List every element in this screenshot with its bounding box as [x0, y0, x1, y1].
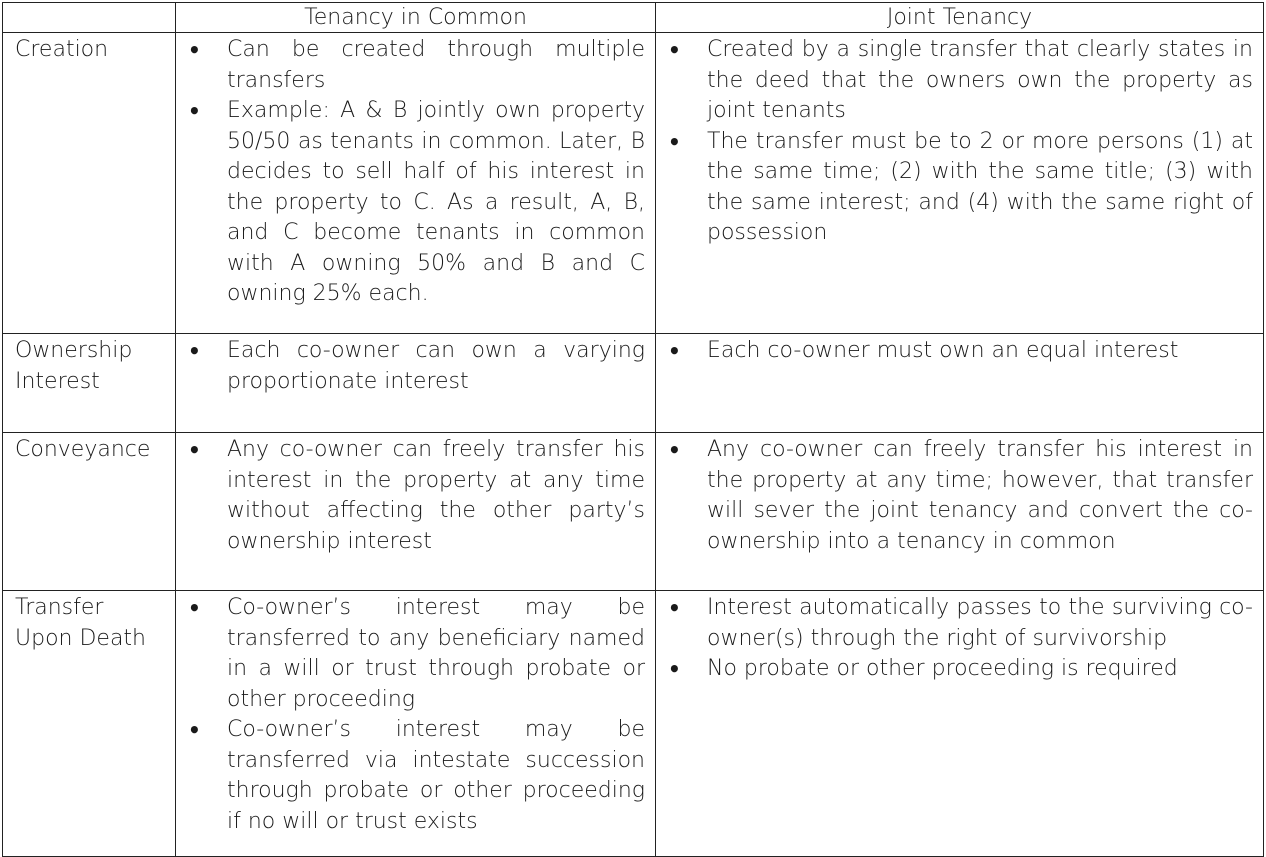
row-label-transfer-upon-death: Transfer Upon Death — [3, 591, 176, 857]
table-row-conveyance — [3, 433, 1264, 591]
list-item: • Any co-owner can freely transfer his interest in the property at any time; however, that transfer will sever the joint tenancy and convert the co-ownership into a tenancy in common — [666, 435, 1253, 557]
row-label-conveyance: Conveyance — [3, 433, 176, 591]
list-item: • The transfer must be to 2 or more persons (1) at the same time; (2) with the same title; (3) with the same interest; and (4) with the same right of possession — [666, 127, 1253, 249]
cell-creation-joint — [656, 33, 1264, 334]
table-row-ownership-interest — [3, 334, 1264, 433]
bullet-list — [186, 35, 645, 310]
list-item: • Each co-owner can own a varying proportionate interest — [186, 336, 645, 397]
table-row-transfer-upon-death — [3, 591, 1264, 857]
header-tenancy-in-common: Tenancy in Common — [176, 3, 656, 33]
list-item: • Interest automatically passes to the surviving co-owner(s) through the right of survivorship — [666, 593, 1253, 654]
list-item: • No probate or other proceeding is required — [666, 654, 1253, 685]
list-item: • Any co-owner can freely transfer his interest in the property at any time without affecting the other party’s ownership interest — [186, 435, 645, 557]
header-row — [3, 3, 1264, 33]
cell-transfer-joint — [656, 591, 1264, 857]
cell-conveyance-common — [176, 433, 656, 591]
list-item: • Each co-owner must own an equal interest — [666, 336, 1253, 367]
table-row-creation — [3, 33, 1264, 334]
row-label-creation: Creation — [3, 33, 176, 334]
list-item: • Co-owner’s interest may be transferred via intestate succession through probate or other proceeding if no will or trust exists — [186, 715, 645, 837]
list-item: • Created by a single transfer that clearly states in the deed that the owners own the property as joint tenants — [666, 35, 1253, 127]
row-label-ownership-interest: Ownership Interest — [3, 334, 176, 433]
bullet-list — [666, 593, 1253, 685]
cell-conveyance-joint — [656, 433, 1264, 591]
bullet-list — [186, 593, 645, 837]
bullet-list — [666, 35, 1253, 249]
cell-ownership-common — [176, 334, 656, 433]
bullet-list — [186, 435, 645, 557]
bullet-list — [666, 435, 1253, 557]
list-item: • Co-owner’s interest may be transferred to any beneficiary named in a will or trust through probate or other proceeding — [186, 593, 645, 715]
list-item: • Can be created through multiple transfers — [186, 35, 645, 96]
bullet-list — [666, 336, 1253, 367]
comparison-table — [2, 2, 1264, 857]
list-item: • Example: A & B jointly own property 50/50 as tenants in common. Later, B decides to sell half of his interest in the property to C. As a result, A, B, and C become tenants in common with A owning 50% and B and C owning 25% each. — [186, 96, 645, 310]
cell-creation-common — [176, 33, 656, 334]
cell-ownership-joint — [656, 334, 1264, 433]
header-joint-tenancy: Joint Tenancy — [656, 3, 1264, 33]
bullet-list — [186, 336, 645, 397]
header-corner-cell — [3, 3, 176, 33]
cell-transfer-common — [176, 591, 656, 857]
